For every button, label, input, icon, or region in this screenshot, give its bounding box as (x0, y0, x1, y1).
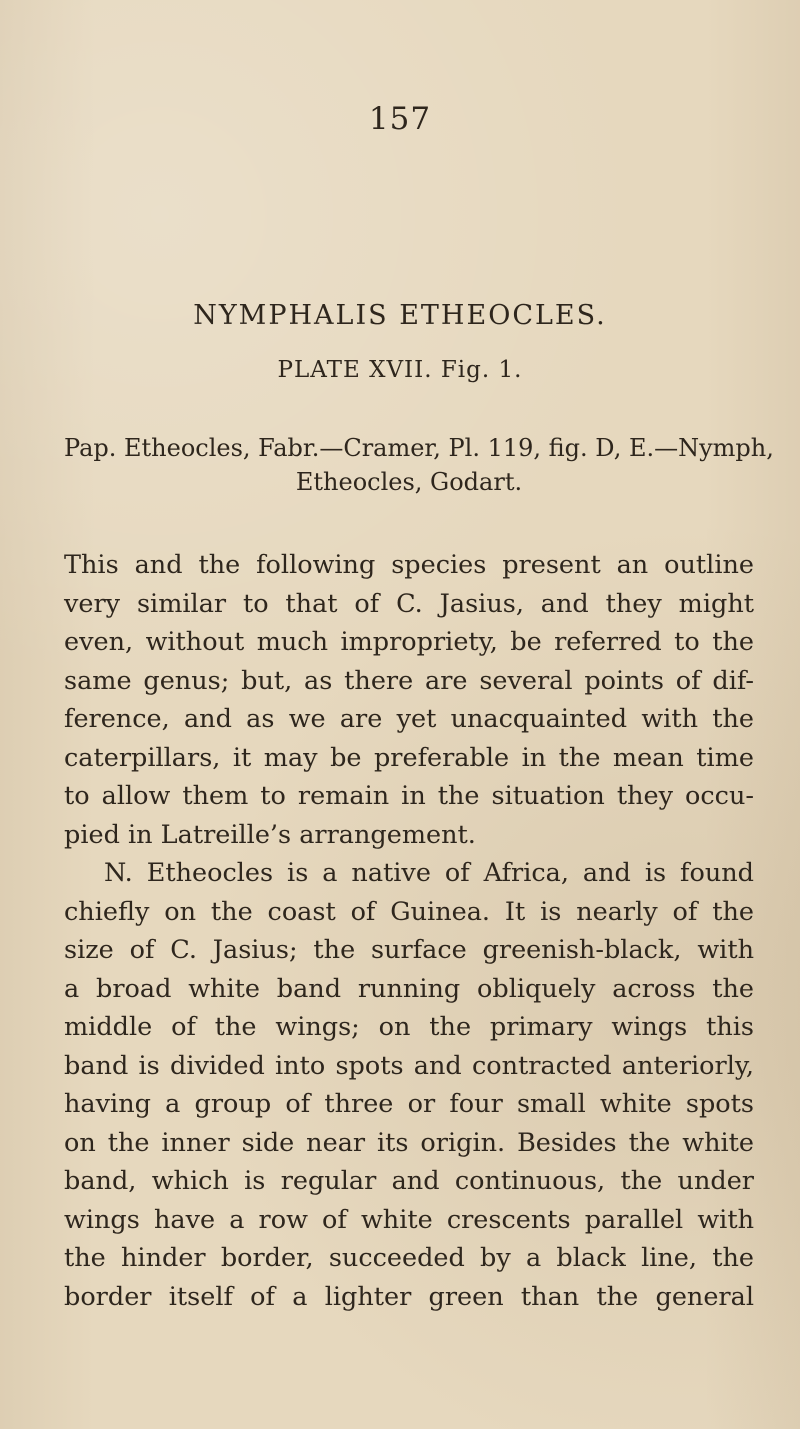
text-line: even, without much impropriety, be referred to the (64, 627, 754, 657)
text-line: This and the following species present an outline (64, 550, 754, 580)
paragraph-2 (64, 854, 754, 1316)
text-line: a broad white band running obliquely across the (64, 973, 754, 1004)
text-line: wings have a row of white crescents parallel with (64, 1204, 754, 1235)
text-line: same genus; but, as there are several points of dif- (64, 665, 754, 696)
text-line: having a group of three or four small white spots (64, 1089, 754, 1119)
text-line: size of C. Jasius; the surface greenish-black, with (64, 935, 754, 965)
text-line: to allow them to remain in the situation they occu- (64, 781, 754, 811)
body-text (64, 546, 754, 1316)
plate-reference: PLATE XVII. Fig. 1. (277, 357, 523, 383)
text-line: caterpillars, it may be preferable in the mean time (64, 742, 754, 773)
text-line: on the inner side near its origin. Besides the white (64, 1127, 754, 1158)
text-line: chiefly on the coast of Guinea. It is nearly of the (64, 896, 754, 927)
text-line: the hinder border, succeeded by a black line, the (64, 1243, 754, 1273)
text-line: very similar to that of C. Jasius, and they might (64, 588, 754, 619)
text-line: ference, and as we are yet unacquainted with the (64, 704, 754, 734)
synonymy-line-2: Etheocles, Godart. (295, 468, 523, 496)
text-line: band is divided into spots and contracted anteriorly, (64, 1050, 754, 1081)
page-number: 157 (368, 101, 432, 137)
text-line: N. Etheocles is a native of Africa, and is found (104, 858, 754, 888)
species-title: NYMPHALIS ETHEOCLES. (193, 300, 607, 331)
text-line: border itself of a lighter green than the general (64, 1281, 754, 1312)
text-line: band, which is regular and continuous, the under (64, 1166, 754, 1196)
text-line: pied in Latreille’s arrangement. (64, 819, 476, 850)
synonymy-line-1: Pap. Etheocles, Fabr.—Cramer, Pl. 119, fig. D, E.—Nymph, (64, 434, 774, 462)
synonymy-block (64, 431, 774, 499)
text-line: middle of the wings; on the primary wings this (64, 1012, 754, 1042)
paragraph-1 (64, 546, 754, 854)
